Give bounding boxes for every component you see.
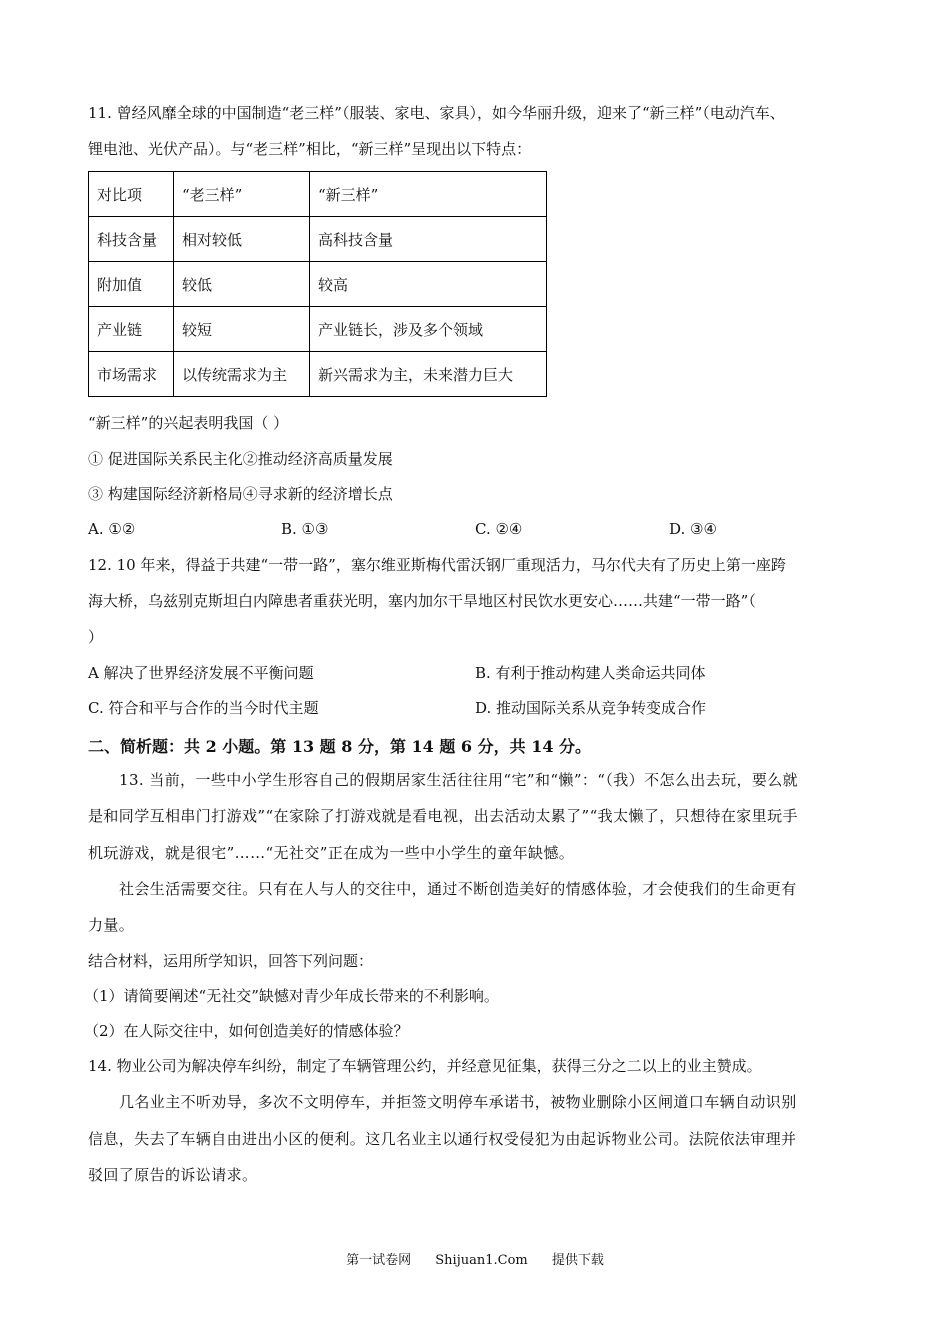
footer-note: 提供下载 <box>551 1253 604 1268</box>
table-header-cell: “新三样” <box>310 172 547 217</box>
q12-line-2: 海大桥，乌兹别克斯坦白内障患者重获光明，塞内加尔干旱地区村民饮水更安心……共建“一带一路”（ <box>88 592 756 610</box>
q13-sub-question-1: （1）请简要阐述“无社交”缺憾对青少年成长带来的不利影响。 <box>84 987 499 1005</box>
q14-paragraph-2-line-1: 几名业主不听劝导，多次不文明停车，并拒签文明停车承诺书，被物业删除小区闸道口车辆自动识别 <box>119 1093 797 1111</box>
table-row <box>89 262 547 307</box>
table-cell: 相对较低 <box>174 217 310 262</box>
q12-option-c: C. 符合和平与合作的当今时代主题 <box>88 699 319 717</box>
table-cell: 附加值 <box>89 262 174 307</box>
table-cell: 较高 <box>310 262 547 307</box>
q12-option-d: D. 推动国际关系从竞争转变成合作 <box>475 699 707 717</box>
table-cell: 较短 <box>174 307 310 352</box>
q13-prompt: 结合材料，运用所学知识，回答下列问题： <box>88 952 374 970</box>
table-cell: 高科技含量 <box>310 217 547 262</box>
table-header-row <box>89 172 547 217</box>
page-footer <box>0 1249 950 1268</box>
q11-items-1: ① 促进国际关系民主化②推动经济高质量发展 <box>88 450 393 468</box>
q13-paragraph-1-line-2: 是和同学互相串门打游戏”“在家除了打游戏就是看电视，出去活动太累了”“我太懒了，只想待在家里玩手 <box>88 807 798 825</box>
table-row <box>89 352 547 397</box>
footer-domain: Shijuan1.Com <box>435 1253 528 1268</box>
table-header-cell: 对比项 <box>89 172 174 217</box>
table-cell: 产业链长，涉及多个领域 <box>310 307 547 352</box>
table-row <box>89 307 547 352</box>
q12-option-a: A 解决了世界经济发展不平衡问题 <box>88 664 314 682</box>
table-row <box>89 217 547 262</box>
table-cell: 市场需求 <box>89 352 174 397</box>
q11-stem: “新三样”的兴起表明我国（ ） <box>88 414 289 432</box>
q11-option-c: C. ②④ <box>475 520 523 538</box>
q12-line-1: 12. 10 年来，得益于共建“一带一路”，塞尔维亚斯梅代雷沃钢厂重现活力，马尔代夫有了历史上第一座跨 <box>88 556 786 574</box>
q13-paragraph-2-line-1: 社会生活需要交往。只有在人与人的交往中，通过不断创造美好的情感体验，才会使我们的生命更有 <box>119 880 797 898</box>
comparison-table <box>88 171 547 397</box>
q14-paragraph-2-line-3: 驳回了原告的诉讼请求。 <box>88 1166 258 1184</box>
footer-site-name: 第一试卷网 <box>346 1253 412 1268</box>
q11-option-b: B. ①③ <box>281 520 329 538</box>
table-cell: 较低 <box>174 262 310 307</box>
q11-line-2: 锂电池、光伏产品）。与“老三样”相比，“新三样”呈现出以下特点： <box>88 140 532 158</box>
table-cell: 新兴需求为主，未来潜力巨大 <box>310 352 547 397</box>
q13-paragraph-1-line-1: 13. 当前，一些中小学生形容自己的假期居家生活往往用“宅”和“懒”：“（我）不怎么出去玩，要么就 <box>119 771 799 789</box>
table-cell: 科技含量 <box>89 217 174 262</box>
q13-paragraph-2-line-2: 力量。 <box>88 916 135 934</box>
table-cell: 以传统需求为主 <box>174 352 310 397</box>
q14-line-1: 14. 物业公司为解决停车纠纷，制定了车辆管理公约，并经意见征集，获得三分之二以上的业主赞成。 <box>88 1057 762 1075</box>
q11-line-1: 11. 曾经风靡全球的中国制造“老三样”（服装、家电、家具），如今华丽升级，迎来了“新三样”（电动汽车、 <box>88 104 785 122</box>
q12-line-3: ） <box>88 628 104 646</box>
q14-paragraph-2-line-2: 信息，失去了车辆自由进出小区的便利。这几名业主以通行权受侵犯为由起诉物业公司。法院依法审理并 <box>88 1130 797 1148</box>
section-heading: 二、简析题：共 2 小题。第 13 题 8 分，第 14 题 6 分，共 14 分。 <box>88 737 592 756</box>
table-cell: 产业链 <box>89 307 174 352</box>
table-header-cell: “老三样” <box>174 172 310 217</box>
q11-items-2: ③ 构建国际经济新格局④寻求新的经济增长点 <box>88 485 393 503</box>
q13-paragraph-1-line-3: 机玩游戏，就是很宅”……“无社交”正在成为一些中小学生的童年缺憾。 <box>88 844 575 862</box>
q11-option-d: D. ③④ <box>669 520 717 538</box>
q13-sub-question-2: （2）在人际交往中，如何创造美好的情感体验？ <box>84 1022 409 1040</box>
q12-option-b: B. 有利于推动构建人类命运共同体 <box>475 664 706 682</box>
q11-option-a: A. ①② <box>88 520 136 538</box>
